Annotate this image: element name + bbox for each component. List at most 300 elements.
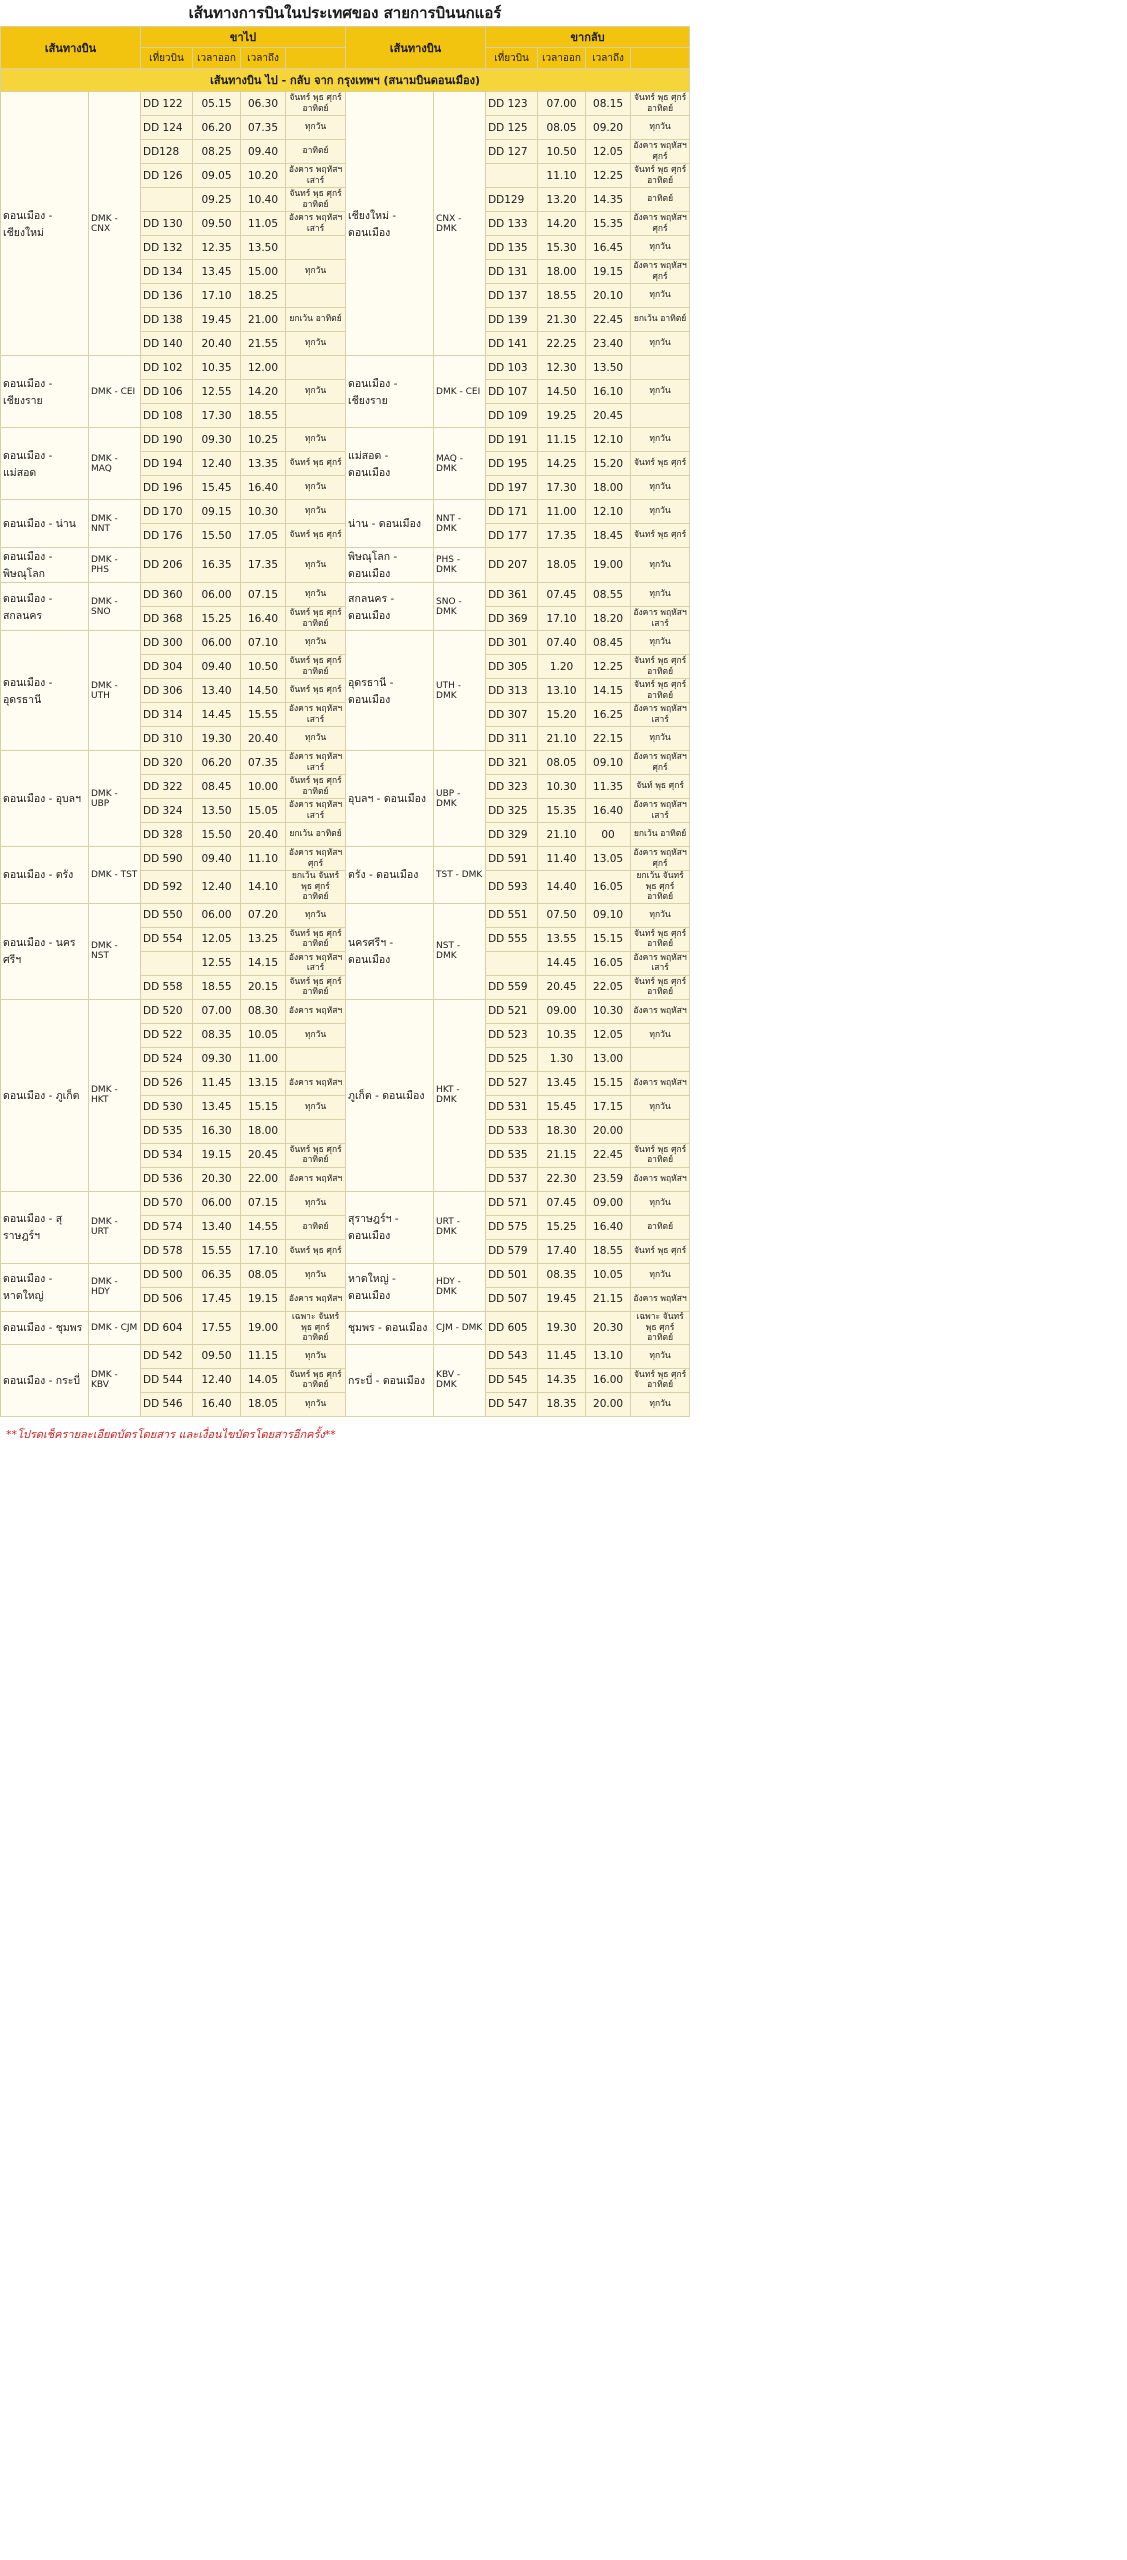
route-name-outbound: ดอนเมือง - หาดใหญ่ (1, 1263, 89, 1311)
flight-number: DD 591 (486, 847, 538, 871)
operating-days: อังคาร พฤหัสฯ เสาร์ (631, 607, 690, 631)
operating-days: ทุกวัน (286, 1095, 346, 1119)
arrive-time: 17.10 (241, 1239, 286, 1263)
arrive-time: 20.40 (241, 727, 286, 751)
operating-days (286, 1047, 346, 1071)
route-name-outbound: ดอนเมือง - สกลนคร (1, 583, 89, 631)
flight-number: DD 320 (141, 751, 193, 775)
arrive-time: 12.25 (586, 164, 631, 188)
timetable-page (0, 0, 690, 1451)
flight-number: DD 360 (141, 583, 193, 607)
depart-time: 06.20 (193, 116, 241, 140)
operating-days: อังคาร พฤหัสฯ เสาร์ (286, 951, 346, 975)
arrive-time: 07.35 (241, 751, 286, 775)
flight-number: DD 369 (486, 607, 538, 631)
depart-time: 1.20 (538, 655, 586, 679)
operating-days (631, 1119, 690, 1143)
operating-days: จันทร์ พุธ ศุกร์ อาทิตย์ (286, 975, 346, 999)
operating-days: ทุกวัน (631, 1023, 690, 1047)
operating-days: อาทิตย์ (286, 140, 346, 164)
depart-time: 12.05 (193, 927, 241, 951)
arrive-time: 12.10 (586, 500, 631, 524)
flight-number: DD 191 (486, 428, 538, 452)
depart-time: 06.00 (193, 1191, 241, 1215)
flight-number: DD 547 (486, 1392, 538, 1416)
arrive-time: 06.30 (241, 92, 286, 116)
depart-time: 14.35 (538, 1368, 586, 1392)
arrive-time: 07.35 (241, 116, 286, 140)
depart-time: 17.10 (538, 607, 586, 631)
route-code-outbound: DMK - MAQ (89, 428, 141, 500)
depart-time: 17.10 (193, 284, 241, 308)
route-code-inbound: UBP - DMK (434, 751, 486, 847)
route-code-inbound: CJM - DMK (434, 1311, 486, 1344)
table-row (1, 92, 690, 116)
flight-number: DD 136 (141, 284, 193, 308)
depart-time: 17.30 (538, 476, 586, 500)
flight-number: DD 574 (141, 1215, 193, 1239)
arrive-time: 13.15 (241, 1071, 286, 1095)
route-name-inbound: ชุมพร - ดอนเมือง (346, 1311, 434, 1344)
flight-number: DD 570 (141, 1191, 193, 1215)
depart-time: 12.40 (193, 1368, 241, 1392)
col-arrive-in: เวลาถึง (586, 48, 631, 69)
depart-time: 1.30 (538, 1047, 586, 1071)
arrive-time: 15.35 (586, 212, 631, 236)
flight-number: DD 558 (141, 975, 193, 999)
route-header-outbound: เส้นทางบิน (1, 27, 141, 69)
operating-days: จันทร์ พุธ ศุกร์ อาทิตย์ (631, 975, 690, 999)
depart-time: 10.35 (538, 1023, 586, 1047)
operating-days: อังคาร พฤหัสฯ ศุกร์ (631, 212, 690, 236)
depart-time: 10.30 (538, 775, 586, 799)
depart-time: 15.45 (193, 476, 241, 500)
operating-days: อังคาร พฤหัสฯ เสาร์ (286, 799, 346, 823)
table-row (1, 751, 690, 775)
arrive-time: 08.05 (241, 1263, 286, 1287)
flight-number: DD 593 (486, 871, 538, 904)
depart-time: 19.30 (193, 727, 241, 751)
depart-time: 14.20 (538, 212, 586, 236)
footer-note: **โปรดเช็ครายละเอียดบัตรโดยสาร และเงื่อนไขบัตรโดยสารอีกครั้ง** (6, 1427, 336, 1441)
operating-days: ทุกวัน (631, 1392, 690, 1416)
depart-time: 08.05 (538, 751, 586, 775)
operating-days (286, 236, 346, 260)
depart-time: 18.00 (538, 260, 586, 284)
flight-number: DD 533 (486, 1119, 538, 1143)
operating-days: ทุกวัน (286, 583, 346, 607)
flight-number: DD 109 (486, 404, 538, 428)
operating-days: จันทร์ พุธ ศุกร์ อาทิตย์ (286, 775, 346, 799)
flight-number: DD 522 (141, 1023, 193, 1047)
depart-time: 09.50 (193, 212, 241, 236)
depart-time: 17.45 (193, 1287, 241, 1311)
route-code-inbound: NNT - DMK (434, 500, 486, 548)
operating-days: ยกเว้น อาทิตย์ (286, 308, 346, 332)
flight-number: DD 368 (141, 607, 193, 631)
depart-time: 11.00 (538, 500, 586, 524)
operating-days (286, 284, 346, 308)
operating-days: ทุกวัน (631, 116, 690, 140)
operating-days: จันทร์ พุธ ศุกร์ อาทิตย์ (631, 679, 690, 703)
depart-time: 13.40 (193, 1215, 241, 1239)
arrive-time: 13.00 (586, 1047, 631, 1071)
operating-days: อังคาร พฤหัสฯ เสาร์ (286, 212, 346, 236)
flight-number: DD 604 (141, 1311, 193, 1344)
flight-number: DD 545 (486, 1368, 538, 1392)
operating-days: ทุกวัน (286, 1344, 346, 1368)
arrive-time: 21.55 (241, 332, 286, 356)
arrive-time: 15.05 (241, 799, 286, 823)
flight-number: DD 554 (141, 927, 193, 951)
arrive-time: 07.15 (241, 583, 286, 607)
flight-number (141, 188, 193, 212)
operating-days: จันทร์ พุธ ศุกร์ อาทิตย์ (286, 607, 346, 631)
flight-number: DD 579 (486, 1239, 538, 1263)
depart-time: 09.25 (193, 188, 241, 212)
operating-days: ทุกวัน (286, 476, 346, 500)
operating-days: ยกเว้น อาทิตย์ (631, 308, 690, 332)
depart-time: 11.45 (538, 1344, 586, 1368)
operating-days: ทุกวัน (631, 583, 690, 607)
depart-time: 13.45 (193, 1095, 241, 1119)
arrive-time: 09.20 (586, 116, 631, 140)
depart-time: 05.15 (193, 92, 241, 116)
arrive-time: 20.45 (241, 1143, 286, 1167)
depart-time: 14.45 (538, 951, 586, 975)
depart-time: 08.25 (193, 140, 241, 164)
depart-time: 15.45 (538, 1095, 586, 1119)
arrive-time: 10.05 (241, 1023, 286, 1047)
depart-time: 18.35 (538, 1392, 586, 1416)
route-name-inbound: ตรัง - ดอนเมือง (346, 847, 434, 904)
flight-number: DD 361 (486, 583, 538, 607)
depart-time: 09.15 (193, 500, 241, 524)
flight-number (141, 951, 193, 975)
arrive-time: 11.05 (241, 212, 286, 236)
flight-number: DD 127 (486, 140, 538, 164)
operating-days: ทุกวัน (631, 1344, 690, 1368)
flight-number: DD 537 (486, 1167, 538, 1191)
operating-days: อังคาร พฤหัสฯ เสาร์ (286, 164, 346, 188)
operating-days: อังคาร พฤหัสฯ ศุกร์ (631, 751, 690, 775)
flight-number: DD 137 (486, 284, 538, 308)
arrive-time: 13.50 (586, 356, 631, 380)
route-code-outbound: DMK - HDY (89, 1263, 141, 1311)
depart-time: 07.00 (193, 999, 241, 1023)
flight-number: DD 194 (141, 452, 193, 476)
operating-days: ทุกวัน (631, 631, 690, 655)
operating-days: จันทร์ พุธ ศุกร์ (631, 452, 690, 476)
operating-days: อังคาร พฤหัสฯ ศุกร์ (631, 140, 690, 164)
flight-number: DD 133 (486, 212, 538, 236)
flight-number: DD 190 (141, 428, 193, 452)
route-code-inbound: SNO - DMK (434, 583, 486, 631)
depart-time: 11.15 (538, 428, 586, 452)
flight-number: DD 307 (486, 703, 538, 727)
arrive-time: 14.15 (586, 679, 631, 703)
depart-time: 07.45 (538, 1191, 586, 1215)
route-name-outbound: ดอนเมือง - ตรัง (1, 847, 89, 904)
route-code-inbound: PHS - DMK (434, 548, 486, 583)
operating-days: จันทร์ พุธ ศุกร์ (286, 452, 346, 476)
flight-number: DD 134 (141, 260, 193, 284)
operating-days: จันทร์ พุธ ศุกร์ (286, 524, 346, 548)
arrive-time: 10.40 (241, 188, 286, 212)
arrive-time: 13.10 (586, 1344, 631, 1368)
flight-number: DD 103 (486, 356, 538, 380)
arrive-time: 15.20 (586, 452, 631, 476)
depart-time: 06.00 (193, 583, 241, 607)
arrive-time: 22.00 (241, 1167, 286, 1191)
arrive-time: 16.10 (586, 380, 631, 404)
arrive-time: 20.30 (586, 1311, 631, 1344)
operating-days: จันทร์ พุธ ศุกร์ อาทิตย์ (631, 655, 690, 679)
operating-days: จันทร์ พุธ ศุกร์ อาทิตย์ (631, 164, 690, 188)
operating-days: อังคาร พฤหัสฯ (631, 1287, 690, 1311)
arrive-time: 17.05 (241, 524, 286, 548)
arrive-time: 08.15 (586, 92, 631, 116)
depart-time: 14.50 (538, 380, 586, 404)
arrive-time: 20.00 (586, 1119, 631, 1143)
flight-number: DD 592 (141, 871, 193, 904)
flight-number: DD128 (141, 140, 193, 164)
operating-days: ยกเว้น อาทิตย์ (631, 823, 690, 847)
depart-time: 17.35 (538, 524, 586, 548)
arrive-time: 18.25 (241, 284, 286, 308)
arrive-time: 16.05 (586, 951, 631, 975)
table-row (1, 999, 690, 1023)
flight-number: DD 102 (141, 356, 193, 380)
arrive-time: 20.15 (241, 975, 286, 999)
table-row (1, 428, 690, 452)
operating-days: ทุกวัน (631, 380, 690, 404)
flight-number: DD 106 (141, 380, 193, 404)
route-code-outbound: DMK - CJM (89, 1311, 141, 1344)
section-banner: เส้นทางบิน ไป - กลับ จาก กรุงเทพฯ (สนามบินดอนเมือง) (1, 69, 690, 92)
operating-days: ยกเว้น จันทร์ พุธ ศุกร์ อาทิตย์ (631, 871, 690, 904)
flight-number: DD 571 (486, 1191, 538, 1215)
flight-number: DD 311 (486, 727, 538, 751)
flight-number: DD 578 (141, 1239, 193, 1263)
flight-number: DD 197 (486, 476, 538, 500)
depart-time: 10.35 (193, 356, 241, 380)
depart-time: 18.30 (538, 1119, 586, 1143)
flight-number: DD 138 (141, 308, 193, 332)
operating-days: อังคาร พฤหัสฯ (286, 999, 346, 1023)
arrive-time: 18.05 (241, 1392, 286, 1416)
col-arrive-out: เวลาถึง (241, 48, 286, 69)
route-name-outbound: ดอนเมือง - เชียงราย (1, 356, 89, 428)
arrive-time: 16.25 (586, 703, 631, 727)
arrive-time: 10.20 (241, 164, 286, 188)
arrive-time: 11.10 (241, 847, 286, 871)
route-code-outbound: DMK - NNT (89, 500, 141, 548)
arrive-time: 18.55 (241, 404, 286, 428)
flight-number: DD 590 (141, 847, 193, 871)
arrive-time: 16.05 (586, 871, 631, 904)
arrive-time: 12.05 (586, 140, 631, 164)
arrive-time: 16.00 (586, 1368, 631, 1392)
depart-time: 20.45 (538, 975, 586, 999)
operating-days: ทุกวัน (631, 428, 690, 452)
depart-time: 18.05 (538, 548, 586, 583)
depart-time: 13.20 (538, 188, 586, 212)
table-row (1, 847, 690, 871)
route-name-outbound: ดอนเมือง - พิษณุโลก (1, 548, 89, 583)
route-code-inbound: NST - DMK (434, 903, 486, 999)
route-name-inbound: ภูเก็ต - ดอนเมือง (346, 999, 434, 1191)
arrive-time: 08.30 (241, 999, 286, 1023)
depart-time: 12.55 (193, 380, 241, 404)
depart-time: 10.50 (538, 140, 586, 164)
operating-days: เฉพาะ จันทร์ พุธ ศุกร์ อาทิตย์ (631, 1311, 690, 1344)
operating-days: จันทร์ พุธ ศุกร์ อาทิตย์ (286, 1368, 346, 1392)
arrive-time: 15.15 (586, 1071, 631, 1095)
arrive-time: 08.55 (586, 583, 631, 607)
arrive-time: 17.15 (586, 1095, 631, 1119)
operating-days: อังคาร พฤหัสฯ เสาร์ (286, 751, 346, 775)
operating-days: อังคาร พฤหัสฯ เสาร์ (631, 951, 690, 975)
arrive-time: 18.00 (241, 1119, 286, 1143)
route-code-inbound: CNX - DMK (434, 92, 486, 356)
arrive-time: 22.45 (586, 1143, 631, 1167)
operating-days: อาทิตย์ (631, 1215, 690, 1239)
depart-time: 19.45 (193, 308, 241, 332)
flight-number: DD 501 (486, 1263, 538, 1287)
route-name-outbound: ดอนเมือง - นครศรีฯ (1, 903, 89, 999)
route-code-outbound: DMK - UTH (89, 631, 141, 751)
table-row (1, 631, 690, 655)
depart-time: 15.25 (538, 1215, 586, 1239)
depart-time: 20.30 (193, 1167, 241, 1191)
flight-number: DD 140 (141, 332, 193, 356)
depart-time: 21.15 (538, 1143, 586, 1167)
flight-number: DD 323 (486, 775, 538, 799)
operating-days (631, 404, 690, 428)
arrive-time: 15.15 (241, 1095, 286, 1119)
operating-days: อังคาร พฤหัสฯ เสาร์ (631, 703, 690, 727)
operating-days: อังคาร พฤหัสฯ ศุกร์ (631, 847, 690, 871)
arrive-time: 09.00 (586, 1191, 631, 1215)
depart-time: 13.45 (193, 260, 241, 284)
route-code-inbound: MAQ - DMK (434, 428, 486, 500)
flight-number: DD 122 (141, 92, 193, 116)
depart-time: 16.40 (193, 1392, 241, 1416)
arrive-time: 21.15 (586, 1287, 631, 1311)
operating-days: ทุกวัน (286, 548, 346, 583)
operating-days: ทุกวัน (286, 1263, 346, 1287)
flight-number: DD 139 (486, 308, 538, 332)
arrive-time: 07.15 (241, 1191, 286, 1215)
inbound-header: ขากลับ (486, 27, 690, 48)
arrive-time: 15.15 (586, 927, 631, 951)
operating-days (286, 356, 346, 380)
arrive-time: 15.55 (241, 703, 286, 727)
route-code-outbound: DMK - TST (89, 847, 141, 904)
depart-time: 22.25 (538, 332, 586, 356)
operating-days: ทุกวัน (286, 1191, 346, 1215)
depart-time: 07.00 (538, 92, 586, 116)
depart-time: 15.25 (193, 607, 241, 631)
depart-time: 09.30 (193, 1047, 241, 1071)
arrive-time: 07.20 (241, 903, 286, 927)
arrive-time: 22.15 (586, 727, 631, 751)
depart-time: 15.55 (193, 1239, 241, 1263)
flight-number: DD 108 (141, 404, 193, 428)
flight-number: DD 605 (486, 1311, 538, 1344)
operating-days (631, 1047, 690, 1071)
depart-time: 06.00 (193, 631, 241, 655)
flight-number: DD 507 (486, 1287, 538, 1311)
flight-number: DD 324 (141, 799, 193, 823)
arrive-time: 23.59 (586, 1167, 631, 1191)
flight-number: DD 301 (486, 631, 538, 655)
operating-days: ทุกวัน (631, 1095, 690, 1119)
flight-number: DD 329 (486, 823, 538, 847)
flight-number: DD 196 (141, 476, 193, 500)
flight-number: DD 328 (141, 823, 193, 847)
depart-time: 11.10 (538, 164, 586, 188)
flight-number: DD 207 (486, 548, 538, 583)
route-name-outbound: ดอนเมือง - สุราษฎร์ฯ (1, 1191, 89, 1263)
flight-number: DD 534 (141, 1143, 193, 1167)
arrive-time: 17.35 (241, 548, 286, 583)
arrive-time: 13.35 (241, 452, 286, 476)
operating-days: ทุกวัน (286, 116, 346, 140)
col-days-in (631, 48, 690, 69)
arrive-time: 16.40 (241, 476, 286, 500)
operating-days: ทุกวัน (631, 332, 690, 356)
depart-time: 06.35 (193, 1263, 241, 1287)
route-code-outbound: DMK - SNO (89, 583, 141, 631)
flight-number: DD 170 (141, 500, 193, 524)
arrive-time: 16.40 (586, 799, 631, 823)
operating-days: ทุกวัน (631, 548, 690, 583)
flight-number: DD 531 (486, 1095, 538, 1119)
route-code-outbound: DMK - URT (89, 1191, 141, 1263)
depart-time: 17.40 (538, 1239, 586, 1263)
depart-time: 15.30 (538, 236, 586, 260)
flight-number (486, 164, 538, 188)
route-name-inbound: น่าน - ดอนเมือง (346, 500, 434, 548)
arrive-time: 16.45 (586, 236, 631, 260)
flight-number: DD 321 (486, 751, 538, 775)
flight-number: DD 535 (486, 1143, 538, 1167)
operating-days: อังคาร พฤหัสฯ (631, 1071, 690, 1095)
operating-days: เฉพาะ จันทร์ พุธ ศุกร์ อาทิตย์ (286, 1311, 346, 1344)
operating-days: ทุกวัน (631, 500, 690, 524)
flight-number: DD 520 (141, 999, 193, 1023)
depart-time: 08.05 (538, 116, 586, 140)
operating-days: จันทร์ พุธ ศุกร์ (286, 679, 346, 703)
depart-time: 12.35 (193, 236, 241, 260)
operating-days: อังคาร พฤหัสฯ ศุกร์ (286, 847, 346, 871)
depart-time: 07.40 (538, 631, 586, 655)
flight-number: DD 305 (486, 655, 538, 679)
route-code-inbound: HKT - DMK (434, 999, 486, 1191)
depart-time: 14.25 (538, 452, 586, 476)
route-code-inbound: TST - DMK (434, 847, 486, 904)
outbound-header: ขาไป (141, 27, 346, 48)
arrive-time: 14.50 (241, 679, 286, 703)
operating-days: จันทร์ พุธ ศุกร์ อาทิตย์ (631, 1143, 690, 1167)
depart-time: 19.25 (538, 404, 586, 428)
flight-number: DD 125 (486, 116, 538, 140)
flight-number: DD 524 (141, 1047, 193, 1071)
table-row (1, 583, 690, 607)
arrive-time: 00 (586, 823, 631, 847)
